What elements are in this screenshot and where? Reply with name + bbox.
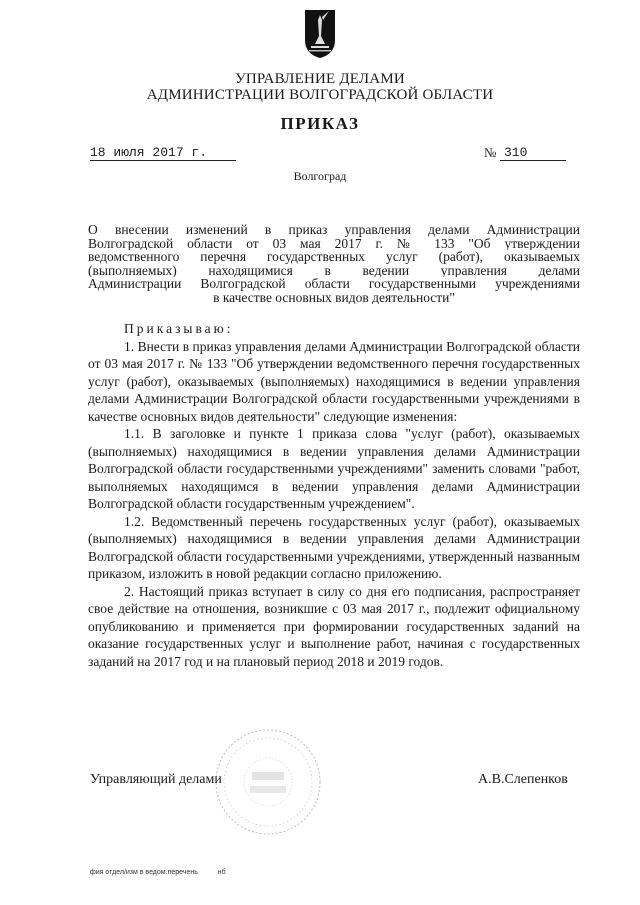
order-number-value: 310 — [504, 145, 528, 160]
official-seal-icon — [212, 726, 324, 838]
clause-1: 1. Внести в приказ управления делами Администрации Волгоградской области от 03 мая 2017 г. № 133 "Об утверждении ведомственного перечня государственных услуг (работ), оказываемых (выполняемых) находящимися в ведении управления делами Администрации Волгоградской области государственными учреждениями в качестве основных видов деятельности" следующие изменения: — [88, 338, 580, 424]
subject-line: ведомственного перечня государственных услуг (работ), оказываемых — [88, 250, 580, 264]
footer-file-reference — [90, 869, 226, 876]
organization-line-2: АДМИНИСТРАЦИИ ВОЛГОГРАДСКОЙ ОБЛАСТИ — [146, 87, 494, 103]
order-number — [500, 145, 566, 161]
subject-line: Волгоградской области от 03 мая 2017 г. № 133 "Об утверждении — [88, 236, 580, 250]
document-type-title: ПРИКАЗ — [280, 114, 360, 133]
order-word: Приказываю: — [124, 321, 234, 336]
clause-2: 2. Настоящий приказ вступает в силу со дня его подписания, распространяет свое действие на отношения, возникшие с 03 мая 2017 г., подлежит официальному опубликованию и применяется при формировании государственных заданий на оказание государственных услуг и выполнение работ, начиная с государственных заданий на 2017 год и на плановый период 2018 и 2019 годов. — [88, 583, 580, 669]
footer-initials: нб — [217, 869, 226, 876]
organization-line-1: УПРАВЛЕНИЕ ДЕЛАМИ — [235, 71, 405, 87]
order-date — [90, 145, 236, 161]
subject-line: О внесении изменений в приказ управления делами Администрации — [88, 223, 580, 237]
order-date-value: 18 июля 2017 г. — [90, 145, 208, 160]
signatory-position: Управляющий делами — [90, 772, 222, 787]
city-name: Волгоград — [293, 169, 347, 183]
clause-1-2: 1.2. Ведомственный перечень государственных услуг (работ), оказываемых (выполняемых) находящимися в ведении управления делами Администрации Волгоградской области государственными учреждениями, утвержденный названным приказом, изложить в новой редакции согласно приложению. — [88, 513, 580, 581]
footer-file-ref-text: фия отдел/изм в ведом.перечень — [90, 869, 198, 876]
clause-1-1: 1.1. В заголовке и пункте 1 приказа слова "услуг (работ), оказываемых (выполняемых) находящимися в ведении управления делами Администрации Волгоградской области государственными учреждениями" заменить словами "работ, выполняемых находящимся в ведении управления делами Администрации Волгоградской области государственным учреждением". — [88, 426, 580, 511]
subject-line: Администрации Волгоградской области государственными учреждениями — [88, 277, 580, 291]
subject-line: в качестве основных видов деятельности" — [213, 290, 455, 304]
signatory-name: А.В.Слепенков — [478, 772, 568, 787]
subject-line: (выполняемых) находящимися в ведении управления делами — [88, 263, 580, 277]
coat-of-arms-icon — [302, 6, 338, 60]
order-body — [88, 320, 580, 670]
number-label: № — [484, 145, 497, 160]
order-subject — [88, 223, 580, 304]
